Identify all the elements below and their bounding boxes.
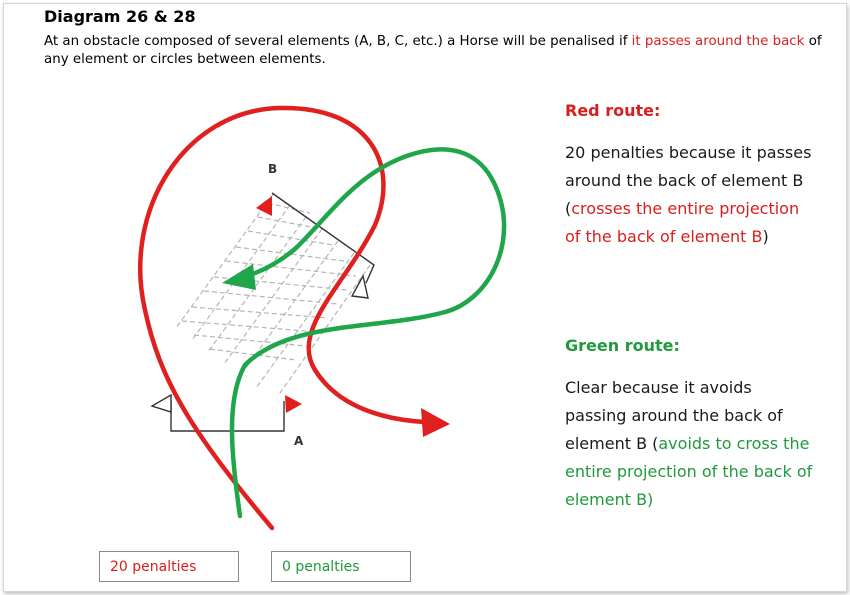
red-route-explanation bbox=[565, 97, 815, 251]
element-b bbox=[272, 193, 374, 283]
green-penalty-box: 0 penalties bbox=[271, 551, 411, 582]
green-route-description-plain: Clear because it avoids passing around the back of element B ( bbox=[565, 378, 783, 453]
red-route-arrowhead bbox=[421, 408, 450, 437]
diagram-title: Diagram 26 & 28 bbox=[44, 7, 196, 26]
red-route-description-close: ) bbox=[762, 227, 769, 246]
intro-text-after: of any element or circles between elements. bbox=[44, 34, 822, 67]
green-route-arrowhead bbox=[222, 264, 256, 290]
element-a-label: A bbox=[294, 434, 304, 448]
element-b-red-flag bbox=[256, 196, 272, 216]
projection-hatching bbox=[176, 193, 370, 396]
red-route-heading: Red route: bbox=[565, 101, 661, 120]
intro-text-before: At an obstacle composed of several elements (A, B, C, etc.) a Horse will be penalised if bbox=[44, 34, 632, 49]
intro-highlight: it passes around the back bbox=[631, 34, 805, 49]
red-penalty-box: 20 penalties bbox=[99, 551, 239, 582]
red-route-description bbox=[565, 139, 815, 251]
red-route-description-highlight: crosses the entire projection of the back of element B bbox=[565, 199, 800, 246]
element-b-label: B bbox=[268, 162, 278, 176]
green-route-description bbox=[565, 374, 815, 514]
green-route-heading: Green route: bbox=[565, 336, 680, 355]
element-a-white-flag bbox=[152, 395, 171, 412]
green-route-explanation bbox=[565, 332, 815, 514]
element-a-red-flag bbox=[285, 395, 302, 413]
red-route-description-plain: 20 penalties because it passes around the back of element B ( bbox=[565, 143, 812, 218]
green-route-description-highlight: avoids to cross the entire projection of the back of element B) bbox=[565, 434, 813, 509]
